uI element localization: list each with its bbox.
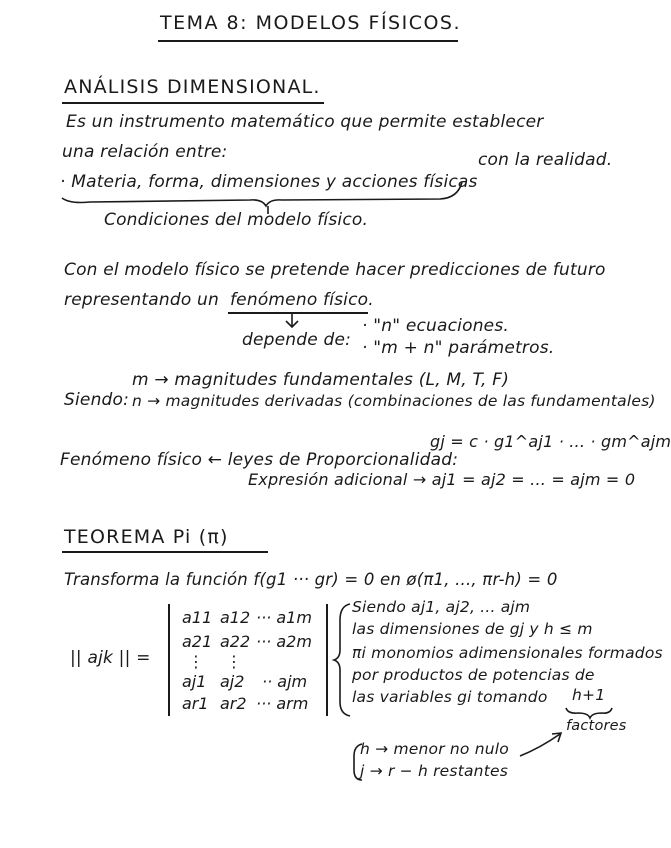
- matrix-cell: aj2: [220, 672, 245, 691]
- text-line: · Materia, forma, dimensiones y acciones físicas: [60, 172, 478, 192]
- note-line: factores: [566, 718, 627, 734]
- matrix-label: || ajk || =: [70, 648, 151, 668]
- text-line: Siendo:: [64, 390, 130, 410]
- note-line: πi monomios adimensionales formados: [352, 644, 663, 662]
- text-line: Expresión adicional → aj1 = aj2 = ... = ajm = 0: [248, 470, 636, 489]
- text-line: depende de:: [242, 330, 352, 350]
- matrix-cell: ··· a2m: [256, 632, 312, 651]
- text-line: Con el modelo físico se pretende hacer predicciones de futuro: [64, 260, 606, 280]
- text-line: representando un: [64, 290, 219, 310]
- text-line: Fenómeno físico ← leyes de Proporcionalidad:: [60, 450, 459, 470]
- section-heading-teorema: TEOREMA Pi (π): [64, 526, 229, 548]
- matrix-cell: a12: [220, 608, 251, 627]
- matrix-cell: a21: [182, 632, 213, 651]
- note-line: h+1: [572, 686, 606, 704]
- text-line: Condiciones del modelo físico.: [104, 210, 369, 230]
- note-line: por productos de potencias de: [352, 666, 595, 684]
- text-line: Transforma la función f(g1 ··· gr) = 0 en ø(π1, ..., πr-h) = 0: [64, 570, 558, 589]
- matrix-cell: ·· ajm: [262, 672, 308, 691]
- text-line: Es un instrumento matemático que permite establecer: [66, 112, 544, 132]
- matrix-cell: ar1: [182, 694, 209, 713]
- matrix-cell: a11: [182, 608, 213, 627]
- formula: gj = c · g1^aj1 · ... · gm^ajm: [430, 432, 671, 451]
- text-line: una relación entre:: [62, 142, 228, 162]
- text-line: fenómeno físico.: [230, 290, 374, 310]
- note-line: Siendo aj1, aj2, ... ajm: [352, 598, 531, 616]
- matrix-cell: ··· arm: [256, 694, 309, 713]
- page-title: TEMA 8: MODELOS FÍSICOS.: [160, 12, 462, 34]
- footnote-line: h → menor no nulo: [360, 740, 509, 758]
- text-line: n → magnitudes derivadas (combinaciones de las fundamentales): [132, 392, 656, 410]
- matrix-cell: aj1: [182, 672, 207, 691]
- footnote-line: j → r − h restantes: [360, 762, 508, 780]
- list-item: · "m + n" parámetros.: [362, 338, 555, 358]
- matrix-cell: ⋮: [188, 652, 204, 671]
- matrix-cell: ar2: [220, 694, 247, 713]
- matrix-cell: ⋮: [226, 652, 242, 671]
- list-item: · "n" ecuaciones.: [362, 316, 509, 336]
- section-heading-analisis: ANÁLISIS DIMENSIONAL.: [64, 76, 321, 98]
- note-line: las dimensiones de gj y h ≤ m: [352, 620, 593, 638]
- text-line: con la realidad.: [478, 150, 613, 170]
- matrix-cell: ··· a1m: [256, 608, 312, 627]
- matrix-cell: a22: [220, 632, 251, 651]
- note-line: las variables gi tomando: [352, 688, 548, 706]
- text-line: m → magnitudes fundamentales (L, M, T, F): [132, 370, 510, 390]
